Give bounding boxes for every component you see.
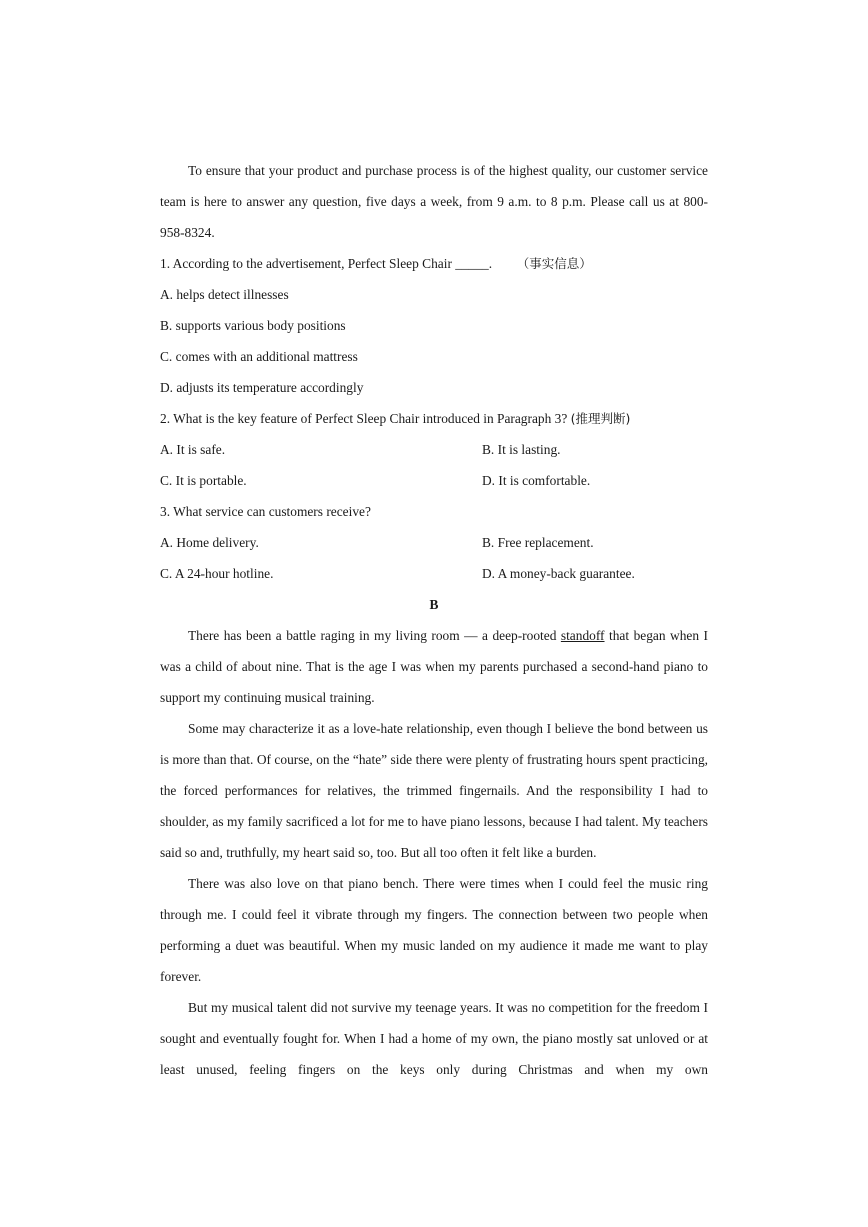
question-1-option-d[interactable]: D. adjusts its temperature accordingly: [160, 380, 364, 395]
question-3-options-row-2: [160, 558, 708, 589]
question-1-type-tag: （事实信息）: [516, 256, 592, 271]
question-3-option-d[interactable]: D. A money-back guarantee.: [482, 566, 635, 581]
question-2-text: 2. What is the key feature of Perfect Sleep Chair introduced in Paragraph 3?: [160, 411, 568, 426]
question-2-option-c[interactable]: C. It is portable.: [160, 473, 247, 488]
section-b-heading: B: [429, 597, 439, 612]
question-2-option-b[interactable]: B. It is lasting.: [482, 442, 561, 457]
question-2-option-d[interactable]: D. It is comfortable.: [482, 473, 591, 488]
document-body: [160, 155, 708, 1085]
question-2-type-tag: (推理判断): [570, 411, 631, 426]
passage-a-closing-paragraph: To ensure that your product and purchase process is of the highest quality, our customer service team is here to answer any question, five days a week, from 9 a.m. to 8 p.m. Please call us at 800-958-8324.: [160, 163, 708, 240]
section-b-paragraph-3: There was also love on that piano bench. There were times when I could feel the music ring through me. I could feel it vibrate through my fingers. The connection between two people when performing a duet was beautiful. When my music landed on my audience it made me want to play forever.: [160, 876, 708, 984]
question-1-option-b[interactable]: B. supports various body positions: [160, 318, 346, 333]
underlined-word-standoff: standoff: [560, 628, 605, 643]
question-1-stem: [160, 248, 708, 279]
section-b-paragraph-4: But my musical talent did not survive my teenage years. It was no competition for the freedom I sought and eventually fought for. When I had a home of my own, the piano mostly sat unloved or at least unused, feeling fingers on the keys only during Christmas and when my own: [160, 1000, 708, 1077]
question-1-option-c[interactable]: C. comes with an additional mattress: [160, 349, 358, 364]
section-b-paragraph-1: [160, 620, 708, 713]
question-2-stem: [160, 403, 708, 434]
question-2-option-a[interactable]: A. It is safe.: [160, 442, 226, 457]
question-3-options-row-1: [160, 527, 708, 558]
paragraph-1-text-after: that began when I was a child of about nine. That is the age I was when my parents purchased a second-hand piano to support my continuing musical training.: [160, 628, 708, 705]
section-b-paragraph-2: Some may characterize it as a love-hate relationship, even though I believe the bond between us is more than that. Of course, on the “hate” side there were plenty of frustrating hours spent practicing, the forced performances for relatives, the trimmed fingernails. And the responsibility I had to shoulder, as my family sacrificed a lot for me to have piano lessons, because I had talent. My teachers said so and, truthfully, my heart said so, too. But all too often it felt like a burden.: [160, 721, 708, 860]
question-3-option-a[interactable]: A. Home delivery.: [160, 535, 259, 550]
question-2-options-row-1: [160, 434, 708, 465]
question-3-option-b[interactable]: B. Free replacement.: [482, 535, 594, 550]
question-1-option-a[interactable]: A. helps detect illnesses: [160, 287, 289, 302]
question-3-option-c[interactable]: C. A 24-hour hotline.: [160, 566, 274, 581]
question-3-stem: 3. What service can customers receive?: [160, 504, 371, 519]
question-2-options-row-2: [160, 465, 708, 496]
question-1-text: 1. According to the advertisement, Perfect Sleep Chair _____.: [160, 256, 493, 271]
paragraph-1-text-before: There has been a battle raging in my living room — a deep-rooted: [188, 628, 561, 643]
